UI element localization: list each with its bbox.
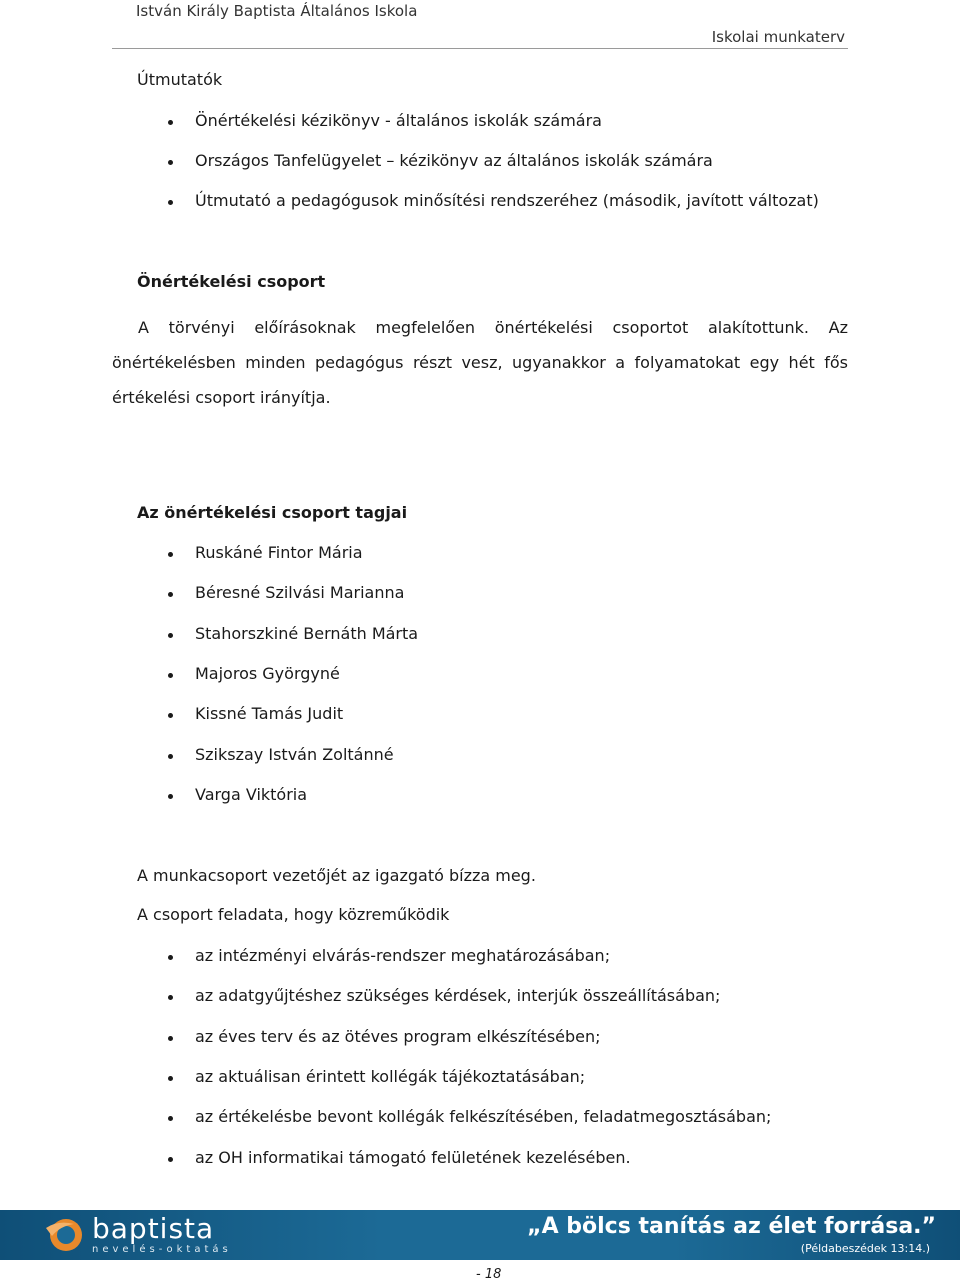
guide-item-3: Útmutató a pedagógusok minősítési rendszeréhez (második, javított változat) — [195, 191, 819, 210]
footer-quote: „A bölcs tanítás az élet forrása.” — [527, 1214, 936, 1239]
bullet — [168, 673, 173, 678]
bullet — [168, 713, 173, 718]
bullet — [168, 995, 173, 1000]
bullet — [168, 754, 173, 759]
group-paragraph-text: A törvényi előírásoknak megfelelően önértékelési csoportot alakítottunk. Az önértékelésben minden pedagógus részt vesz, ugyanakkor a folyamatokat egy hét fős értékelési csoport irányítja. — [112, 318, 848, 407]
member-item: Ruskáné Fintor Mária — [195, 543, 363, 562]
bullet — [168, 1036, 173, 1041]
header-school-name: István Király Baptista Általános Iskola — [136, 2, 418, 20]
logo-subtitle: nevelés-oktatás — [92, 1244, 232, 1255]
member-item: Majoros Györgyné — [195, 664, 340, 683]
logo-wordmark: baptista — [92, 1212, 215, 1245]
task-item: az aktuálisan érintett kollégák tájékoztatásában; — [195, 1067, 586, 1086]
bullet — [168, 592, 173, 597]
task-item: az éves terv és az ötéves program elkészítésében; — [195, 1027, 601, 1046]
bullet — [168, 200, 173, 205]
bullet — [168, 120, 173, 125]
task-item: az adatgyűjtéshez szükséges kérdések, interjúk összeállításában; — [195, 986, 721, 1005]
task-intro: A csoport feladata, hogy közreműködik — [137, 905, 450, 924]
task-item: az OH informatikai támogató felületének kezelésében. — [195, 1148, 631, 1167]
group-paragraph — [112, 310, 848, 415]
member-item: Varga Viktória — [195, 785, 308, 804]
bullet — [168, 160, 173, 165]
guide-item-1: Önértékelési kézikönyv - általános iskolák számára — [195, 111, 602, 130]
bullet — [168, 633, 173, 638]
bullet — [168, 1076, 173, 1081]
baptista-logo-icon — [44, 1216, 84, 1254]
member-item: Béresné Szilvási Marianna — [195, 583, 405, 602]
footer-banner — [0, 1210, 960, 1260]
member-item: Szikszay István Zoltánné — [195, 745, 394, 764]
task-item: az értékelésbe bevont kollégák felkészítésében, feladatmegosztásában; — [195, 1107, 772, 1126]
group-title: Önértékelési csoport — [137, 272, 326, 291]
bullet — [168, 552, 173, 557]
leader-text: A munkacsoport vezetőjét az igazgató bízza meg. — [137, 866, 536, 885]
member-item: Kissné Tamás Judit — [195, 704, 344, 723]
page-number: - 18 — [476, 1267, 502, 1282]
bullet — [168, 1116, 173, 1121]
guide-item-2: Országos Tanfelügyelet – kézikönyv az általános iskolák számára — [195, 151, 713, 170]
bullet — [168, 955, 173, 960]
header-document-title: Iskolai munkaterv — [711, 28, 845, 46]
members-title: Az önértékelési csoport tagjai — [137, 503, 408, 522]
bullet — [168, 794, 173, 799]
guides-title: Útmutatók — [137, 70, 223, 89]
footer-quote-reference: (Példabeszédek 13:14.) — [800, 1242, 930, 1255]
task-item: az intézményi elvárás-rendszer meghatározásában; — [195, 946, 611, 965]
member-item: Stahorszkiné Bernáth Márta — [195, 624, 419, 643]
header-divider — [112, 48, 848, 49]
bullet — [168, 1157, 173, 1162]
